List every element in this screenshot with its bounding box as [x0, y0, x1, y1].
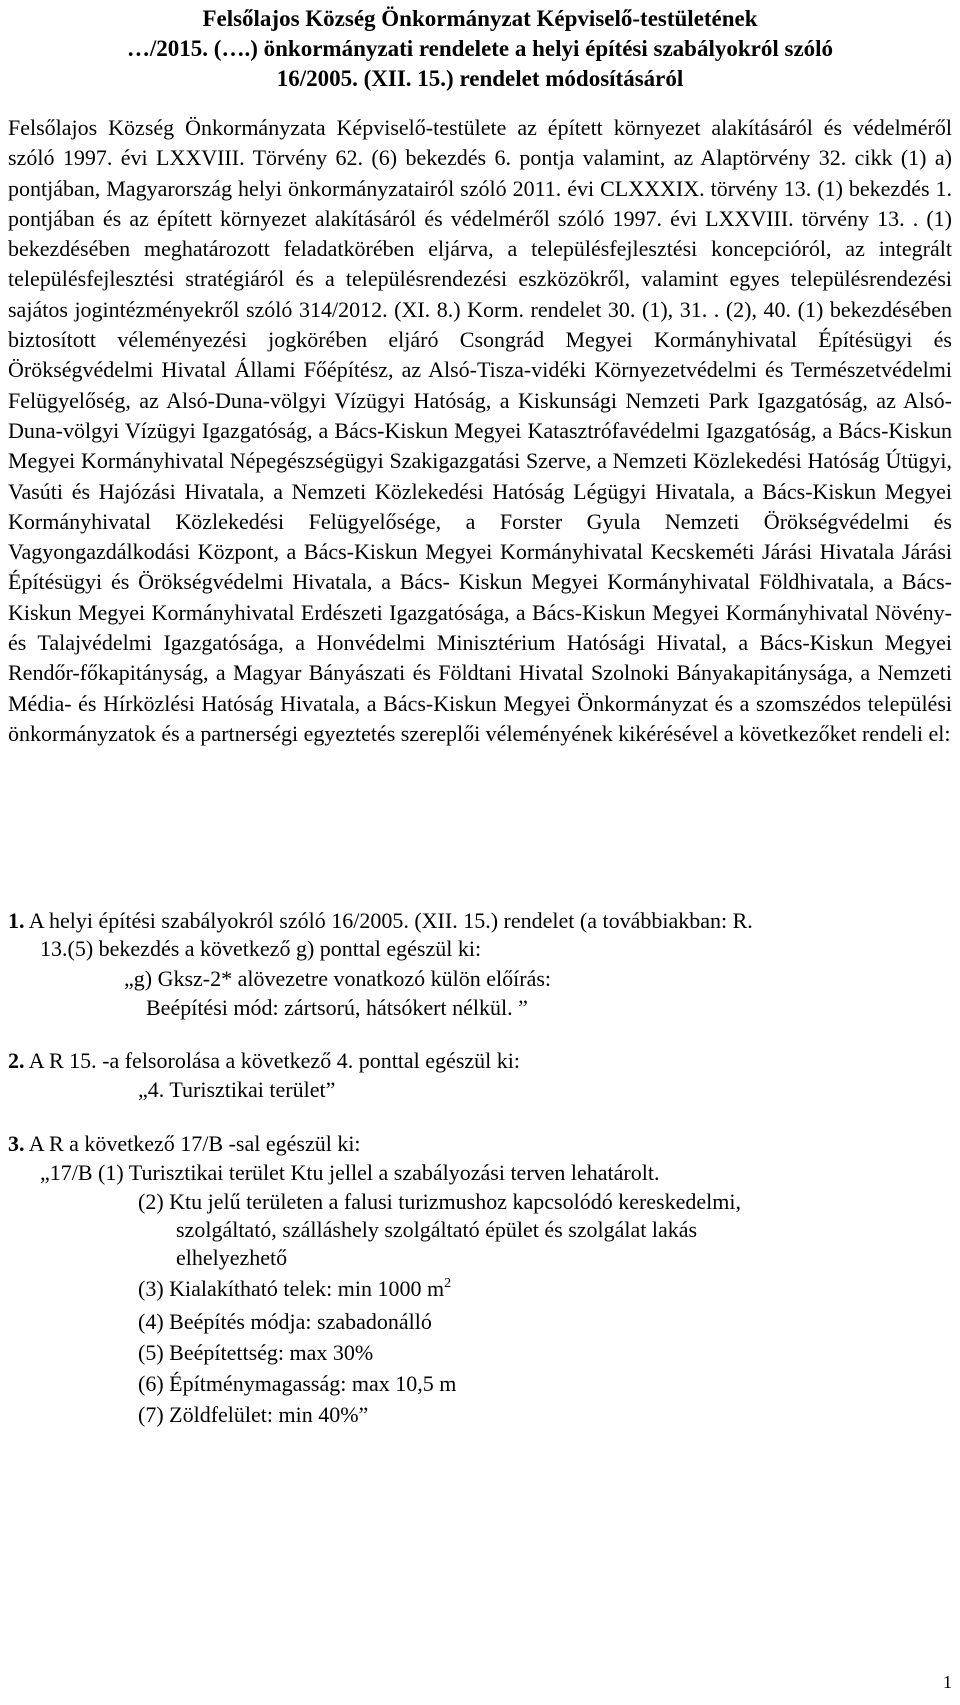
- rule-item-2: (2) Ktu jelű területen a falusi turizmushoz kapcsolódó kereskedelmi,: [138, 1189, 741, 1214]
- section-2-heading: [8, 1047, 520, 1075]
- section-1-text: A helyi építési szabályokról szóló 16/2005. (XII. 15.) rendelet (a továbbiakban: R.: [24, 908, 753, 933]
- rule-item-3: [138, 1275, 451, 1303]
- section-3-heading: [8, 1130, 361, 1158]
- preamble-paragraph: Felsőlajos Község Önkormányzata Képviselő-testülete az épített környezet alakításáról és védelméről szóló 1997. évi LXXVIII. Törvény 62. (6) bekezdés 6. pontja valamint, az Alaptörvény 32. cikk (1) a) pontjában, Magyarország helyi önkormányzatairól szóló 2011. évi CLXXXIX. törvény 13. (1) bekezdés 1. pontjában és az épített környezet alakításáról és védelméről szóló 1997. évi LXXVIII. törvény 13. . (1) bekezdésében meghatározott feladatkörében eljárva, a településfejlesztési koncepcióról, az integrált településfejlesztési stratégiáról és a településrendezési eszközökről, valamint egyes településrendezési sajátos jogintézményekről szóló 314/2012. (XI. 8.) Korm. rendelet 30. (1), 31. . (2), 40. (1) bekezdésében biztosított véleményezési jogkörében eljáró Csongrád Megyei Kormányhivatal Építésügyi és Örökségvédelmi Hivatal Állami Főépítész, az Alsó-Tisza-vidéki Környezetvédelmi és Természetvédelmi Felügyelőség, az Alsó-Duna-völgyi Vízügyi Hatóság, a Kiskunsági Nemzeti Park Igazgatóság, az Alsó-Duna-völgyi Vízügyi Igazgatóság, a Bács-Kiskun Megyei Katasztrófavédelmi Igazgatóság, a Bács-Kiskun Megyei Kormányhivatal Népegészségügyi Szakigazgatási Szerve, a Nemzeti Közlekedési Hatóság Útügyi, Vasúti és Hajózási Hivatala, a Nemzeti Közlekedési Hatóság Légügyi Hivatala, a Bács-Kiskun Megyei Kormányhivatal Közlekedési Felügyelősége, a Forster Gyula Nemzeti Örökségvédelmi és Vagyongazdálkodási Központ, a Bács-Kiskun Megyei Kormányhivatal Kecskeméti Járási Hivatala Járási Építésügyi és Örökségvédelmi Hivatala, a Bács- Kiskun Megyei Kormányhivatal Földhivatala, a Bács-Kiskun Megyei Kormányhivatal Erdészeti Igazgatósága, a Bács-Kiskun Megyei Kormányhivatal Növény- és Talajvédelmi Igazgatósága, a Honvédelmi Minisztérium Hatósági Hivatal, a Bács-Kiskun Megyei Rendőr-főkapitányság, a Magyar Bányászati és Földtani Hivatal Szolnoki Bányakapitánysága, a Nemzeti Média- és Hírközlési Hatóság Hivatala, a Bács-Kiskun Megyei Önkormányzat és a szomszédos települési önkormányzatok és a partnerségi egyeztetés szereplői véleményének kikérésével a következőket rendeli el:: [8, 115, 952, 746]
- rule-item-6: (6) Építménymagasság: max 10,5 m: [138, 1371, 457, 1396]
- section-2-text: A R 15. -a felsorolása a következő 4. ponttal egészül ki:: [24, 1048, 520, 1073]
- rule-item-2-cont-2: elhelyezhető: [176, 1245, 288, 1270]
- section-1-number: 1.: [8, 908, 25, 933]
- rule-item-7: (7) Zöldfelület: min 40%”: [138, 1402, 369, 1427]
- page-number: 1: [943, 1672, 952, 1692]
- title-line-2: …/2015. (….) önkormányzati rendelete a helyi építési szabályokról szóló: [126, 36, 834, 61]
- section-1-text-cont: 13.(5) bekezdés a következő g) ponttal egészül ki:: [40, 936, 482, 961]
- section-2-quote: „4. Turisztikai terület”: [138, 1077, 336, 1102]
- section-3-number: 3.: [8, 1131, 25, 1156]
- rule-item-2-cont-1: szolgáltató, szálláshely szolgáltató épület és szolgálat lakás: [176, 1217, 698, 1242]
- section-1-quote-1: „g) Gksz-2* alövezetre vonatkozó külön előírás:: [124, 966, 552, 991]
- section-3-text: A R a következő 17/B -sal egészül ki:: [24, 1131, 361, 1156]
- section-1-heading: [8, 907, 952, 935]
- rule-item-3-text: (3) Kialakítható telek: min 1000 m: [138, 1276, 445, 1301]
- title-line-1: Felsőlajos Község Önkormányzat Képviselő-testületének: [202, 6, 758, 31]
- section-2-number: 2.: [8, 1048, 25, 1073]
- section-1-quote-2: Beépítési mód: zártsorú, hátsókert nélkül. ”: [146, 995, 528, 1020]
- rule-item-4: (4) Beépítés módja: szabadonálló: [138, 1309, 432, 1334]
- title-line-3: 16/2005. (XII. 15.) rendelet módosításáról: [276, 66, 684, 91]
- section-3-quote: „17/B (1) Turisztikai terület Ktu jellel a szabályozási terven lehatárolt.: [40, 1160, 660, 1185]
- superscript-2: 2: [444, 1276, 452, 1291]
- rule-item-5: (5) Beépítettség: max 30%: [138, 1340, 374, 1365]
